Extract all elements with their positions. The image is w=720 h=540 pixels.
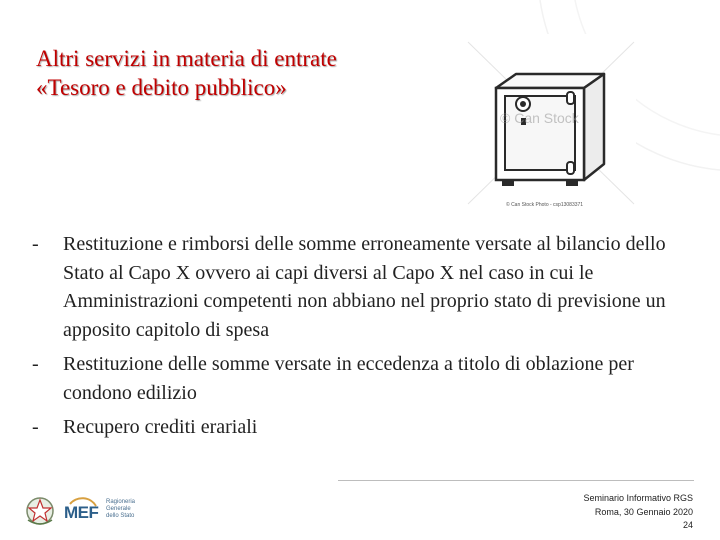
slide-title xyxy=(36,44,456,102)
image-watermark: © Can Stock xyxy=(500,110,579,126)
bullet-item xyxy=(32,230,692,344)
department-name xyxy=(106,499,146,520)
department-line-2: Generale xyxy=(106,506,131,512)
footer-logos xyxy=(24,492,144,532)
bullet-dash: - xyxy=(32,416,39,438)
page-number: 24 xyxy=(682,520,693,530)
bullet-item xyxy=(32,413,692,442)
bullet-text: Restituzione e rimborsi delle somme erroneamente versate al bilancio dello Stato al Capo X ovvero ai capi diversi al Capo X nel caso in cui le Amministrazioni competenti non abbiano nel proprio stato di previsione un apposito capitolo di spesa xyxy=(63,233,666,341)
bullet-text: Restituzione delle somme versate in eccedenza a titolo di oblazione per condono edilizio xyxy=(63,353,634,404)
mef-logo-text: MEF xyxy=(64,503,99,522)
image-credit: © Can Stock Photo - csp13083371 xyxy=(506,202,584,208)
safe-illustration xyxy=(466,34,636,212)
bullet-dash: - xyxy=(32,233,39,255)
department-line-3: dello Stato xyxy=(106,513,135,519)
bullet-item xyxy=(32,350,692,407)
slide-title-line-1: Altri servizi in materia di entrate xyxy=(36,46,337,71)
bullet-list xyxy=(32,230,692,448)
slide-title-line-2: «Tesoro e debito pubblico» xyxy=(36,75,287,100)
bullet-dash: - xyxy=(32,353,39,375)
italian-republic-emblem-icon xyxy=(24,494,56,528)
bullet-text: Recupero crediti erariali xyxy=(63,416,258,438)
department-line-1: Ragioneria xyxy=(106,499,136,505)
footer-info xyxy=(583,492,693,533)
footer-event: Seminario Informativo RGS xyxy=(583,493,693,503)
footer-divider xyxy=(338,480,694,481)
footer-date: Roma, 30 Gennaio 2020 xyxy=(594,506,693,517)
